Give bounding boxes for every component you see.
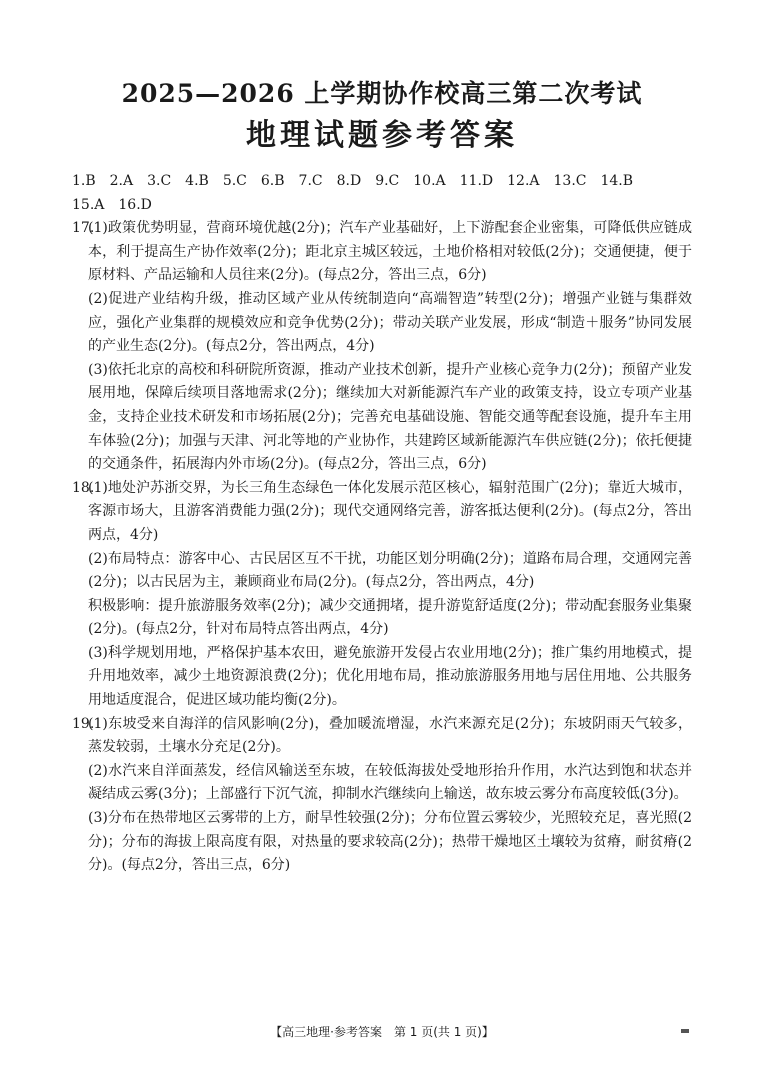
q19-part2: (2)水汽来自洋面蒸发，经信风输送至东坡，在较低海拔处受地形抬升作用，水汽达到饱和状态并凝结成云雾(3分)；上部盛行下沉气流，抑制水汽继续向上输送，故东坡云雾分布高度较低(3分)。 — [88, 762, 692, 803]
q18-part1 — [72, 477, 692, 548]
answer-body — [72, 170, 692, 878]
q18-part1-text: (1)地处沪苏浙交界，为长三角生态绿色一体化发展示范区核心，辐射范围广(2分)；靠近大城市，客源市场大，且游客消费能力强(2分)；现代交通网络完善，游客抵达便利(2分)。(每点2分，答出两点，4分) — [88, 479, 692, 543]
q18-part2: (2)布局特点：游客中心、古民居区互不干扰，功能区划分明确(2分)；道路布局合理，交通网完善(2分)；以古民居为主，兼顾商业布局(2分)。(每点2分，答出两点，4分) — [88, 550, 692, 591]
document-title: 地理试题参考答案 — [246, 118, 518, 153]
q17-part1-text: (1)政策优势明显，营商环境优越(2分)；汽车产业基础好，上下游配套企业密集，可降低供应链成本，利于提高生产协作效率(2分)；距北京主城区较远，土地价格相对较低(2分)；交通便捷，便于原材料、产品运输和人员往来(2分)。(每点2分，答出三点，6分) — [88, 220, 692, 284]
q19-part1-text: (1)东坡受来自海洋的信风影响(2分)，叠加暖流增湿，水汽来源充足(2分)；东坡阴雨天气较多，蒸发较弱，土壤水分充足(2分)。 — [88, 715, 692, 756]
q18-part3: (3)科学规划用地，严格保护基本农田，避免旅游开发侵占农业用地(2分)；推广集约用地模式，提升用地效率，减少土地资源浪费(2分)；优化用地布局，推动旅游服务用地与居住用地、公共服务用地适度混合，促进区域功能均衡(2分)。 — [88, 644, 692, 709]
q19-part3: (3)分布在热带地区云雾带的上方，耐旱性较强(2分)；分布位置云雾较少，光照较充足，喜光照(2分)；分布的海拔上限高度有限，对热量的要求较高(2分)；热带干燥地区土壤较为贫瘠，耐贫瘠(2分)。(每点2分，答出三点，6分) — [88, 810, 692, 874]
q17-part1 — [72, 217, 692, 288]
q19-number: 19. — [72, 715, 95, 732]
q19-part1 — [72, 713, 692, 760]
q18-part2-impact: 积极影响：提升旅游服务效率(2分)；减少交通拥堵，提升游览舒适度(2分)；带动配套服务业集聚(2分)。(每点2分，针对布局特点答出两点，4分) — [88, 597, 692, 638]
choice-answers-line-2: 15.A 16.D — [72, 196, 152, 213]
q17-part2: (2)促进产业结构升级，推动区域产业从传统制造向“高端智造”转型(2分)；增强产业链与集群效应，强化产业集群的规模效应和竞争优势(2分)；带动关联产业发展，形成“制造＋服务”协同发展的产业生态(2分)。(每点2分，答出两点，4分) — [88, 290, 692, 355]
corner-mark — [681, 1029, 689, 1033]
exam-title: 2025—2026 上学期协作校高三第二次考试 — [121, 79, 643, 108]
q17-part3: (3)依托北京的高校和科研院所资源，推动产业技术创新，提升产业核心竞争力(2分)；预留产业发展用地，保障后续项目落地需求(2分)；继续加大对新能源汽车产业的政策支持，设立专项产业基金，支持企业技术研发和市场拓展(2分)；完善充电基础设施、智能交通等配套设施，提升车主用车体验(2分)；加强与天津、河北等地的产业协作，共建跨区域新能源汽车供应链(2分)；依托便捷的交通条件，拓展海内外市场(2分)。(每点2分，答出三点，6分) — [88, 361, 692, 473]
choice-answers-line-1: 1.B 2.A 3.C 4.B 5.C 6.B 7.C 8.D 9.C 10.A 11.D 12.A 13.C 14.B — [72, 173, 634, 189]
q17-number: 17. — [72, 220, 95, 237]
page-footer: 【高三地理·参考答案 第 1 页(共 1 页)】 — [270, 1025, 494, 1039]
q18-number: 18. — [72, 479, 95, 496]
